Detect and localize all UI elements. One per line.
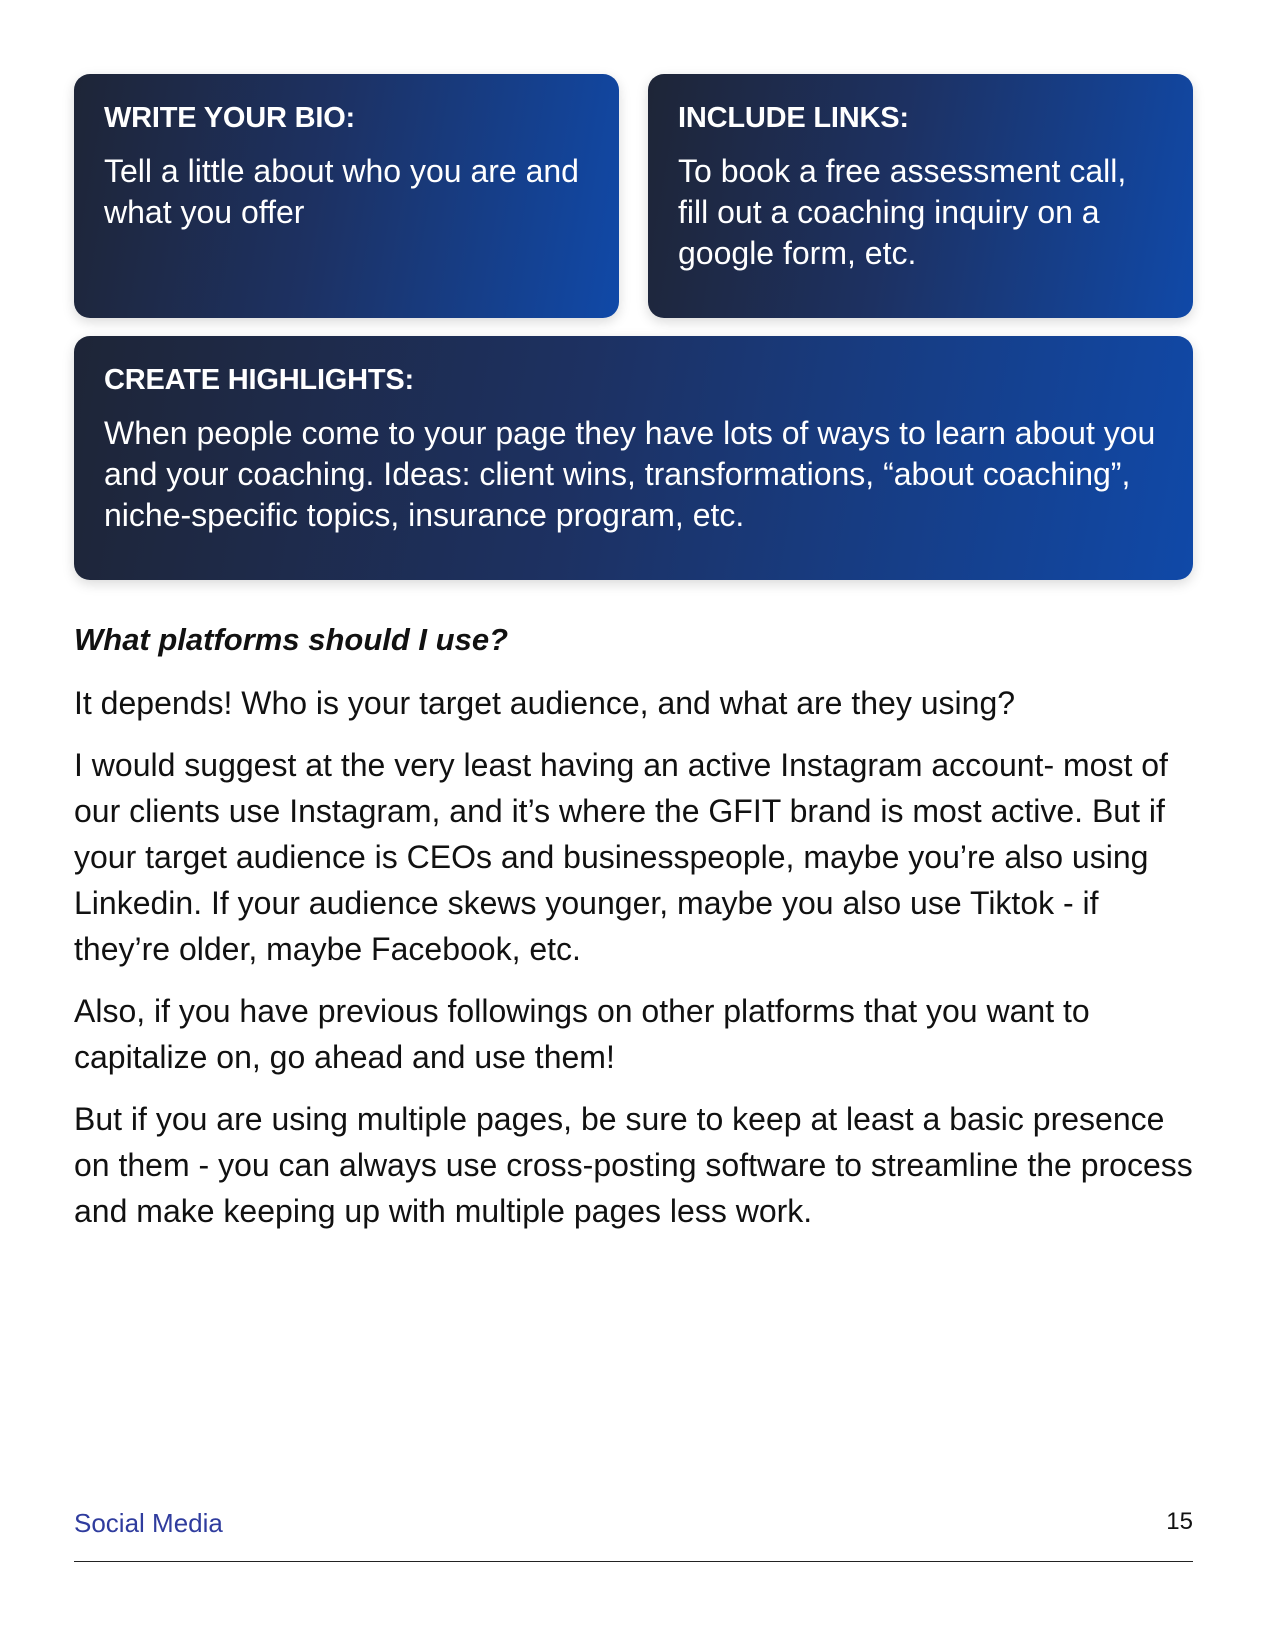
- footer-section-label: Social Media: [74, 1508, 223, 1538]
- include-links-card: [648, 74, 1193, 318]
- create-highlights-card: [74, 336, 1193, 580]
- include-links-title: INCLUDE LINKS:: [678, 102, 909, 134]
- write-bio-title: WRITE YOUR BIO:: [104, 102, 356, 134]
- section-question-heading: What platforms should I use?: [74, 622, 509, 657]
- write-bio-text: Tell a little about who you are and what you offer: [104, 153, 579, 230]
- footer-divider: [74, 1561, 1193, 1562]
- article-body: [74, 622, 1199, 1250]
- include-links-text: To book a free assessment call, fill out a coaching inquiry on a google form, etc.: [678, 153, 1127, 271]
- paragraph: It depends! Who is your target audience, and what are they using?: [74, 685, 1016, 721]
- write-bio-card: [74, 74, 619, 318]
- paragraph: Also, if you have previous followings on other platforms that you want to capitalize on, go ahead and use them!: [74, 993, 1090, 1075]
- paragraph: But if you are using multiple pages, be sure to keep at least a basic presence on them - you can always use cross-posting software to streamline the process and make keeping up with multiple pages less work.: [74, 1101, 1193, 1229]
- paragraph: I would suggest at the very least having an active Instagram account- most of our clients use Instagram, and it’s where the GFIT brand is most active. But if your target audience is CEOs and businesspeople, maybe you’re also using Linkedin. If your audience skews younger, maybe you also use Tiktok - if they’re older, maybe Facebook, etc.: [74, 747, 1168, 967]
- create-highlights-text: When people come to your page they have lots of ways to learn about you and your coaching. Ideas: client wins, transformations, “about coaching”, niche-specific topics, insurance program, etc.: [104, 415, 1156, 533]
- page-number: 15: [1166, 1508, 1193, 1535]
- create-highlights-title: CREATE HIGHLIGHTS:: [104, 364, 415, 396]
